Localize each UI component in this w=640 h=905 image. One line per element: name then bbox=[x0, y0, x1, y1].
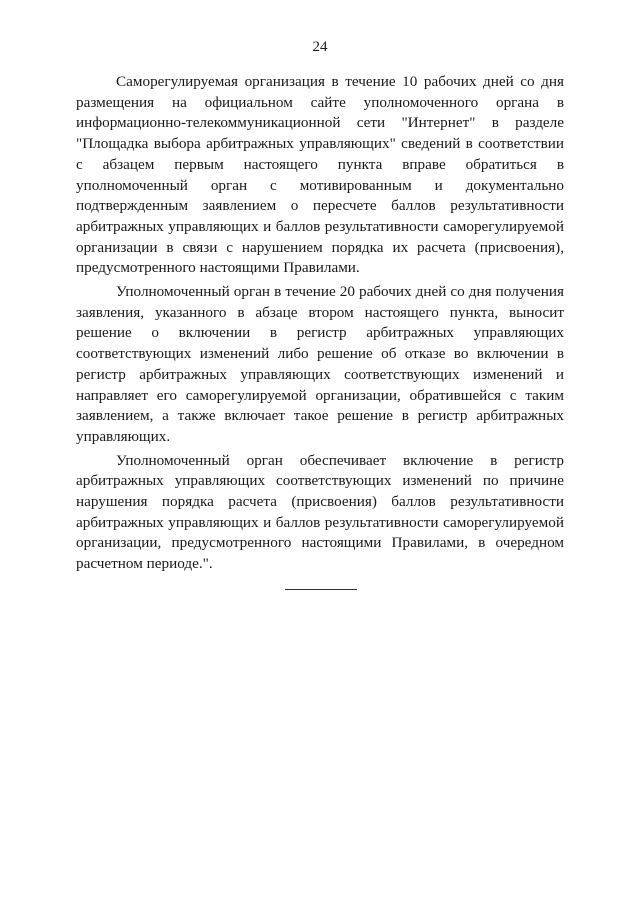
page-number: 24 bbox=[312, 39, 328, 55]
closing-divider bbox=[285, 589, 357, 590]
paragraph-2: Уполномоченный орган в течение 20 рабочих дней со дня получения заявления, указанного в абзаце втором настоящего пункта, выносит решение о включении в регистр арбитражных управляющих соответствующих изменений либо решение об отказе во включении в регистр арбитражных управляющих соответствующих изменений и направляет его саморегулируемой организации, обратившейся с таким заявлением, а также включает такое решение в регистр арбитражных управляющих. bbox=[76, 283, 564, 445]
document-body bbox=[76, 72, 564, 575]
paragraph-3: Уполномоченный орган обеспечивает включение в регистр арбитражных управляющих соответствующих изменений по причине нарушения порядка расчета (присвоения) баллов результативности арбитражных управляющих и баллов результативности саморегулируемой организации, предусмотренного настоящими Правилами, в очередном расчетном периоде.". bbox=[76, 451, 564, 573]
paragraph-1: Саморегулируемая организация в течение 10 рабочих дней со дня размещения на официальном сайте уполномоченного органа в информационно-телекоммуникационной сети "Интернет" в разделе "Площадка выбора арбитражных управляющих" сведений в соответствии с абзацем первым настоящего пункта вправе обратиться в уполномоченный орган с мотивированным и документально подтвержденным заявлением о пересчете баллов результативности арбитражных управляющих и баллов результативности саморегулируемой организации в связи с нарушением порядка их расчета (присвоения), предусмотренного настоящими Правилами. bbox=[76, 73, 564, 277]
